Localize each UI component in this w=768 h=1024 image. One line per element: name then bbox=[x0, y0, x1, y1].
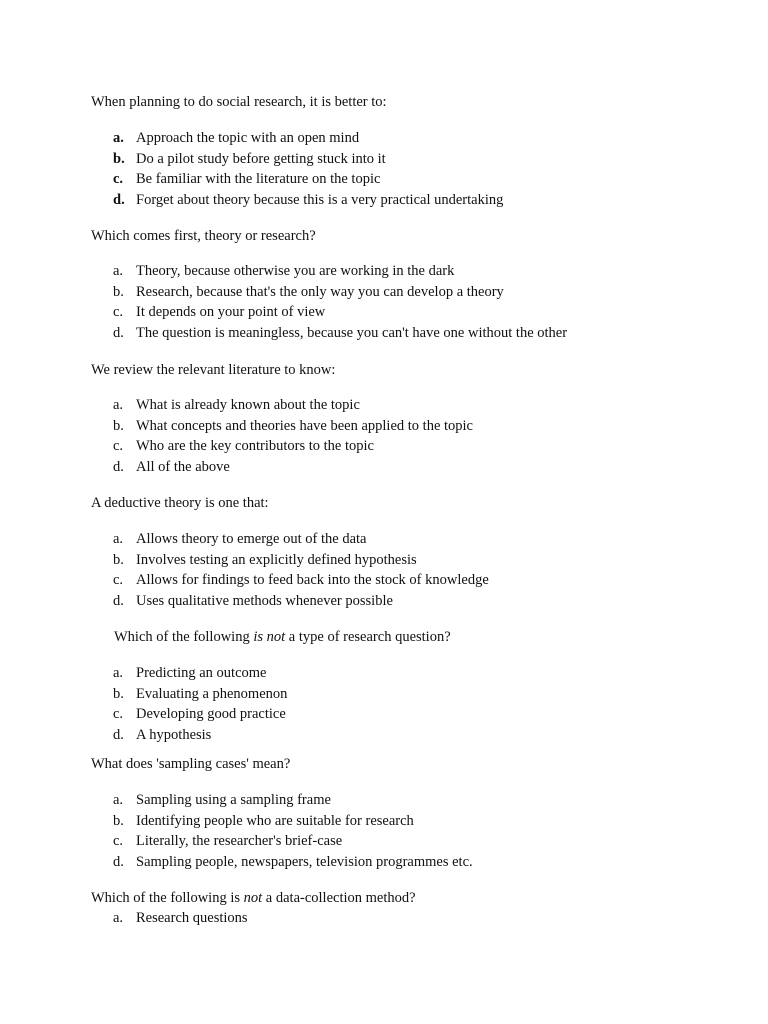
option-letter: d. bbox=[113, 726, 124, 743]
option-letter: c. bbox=[113, 304, 124, 321]
question-7-prompt bbox=[91, 888, 416, 909]
option-item bbox=[113, 790, 473, 811]
question-2-prompt: Which comes first, theory or research? bbox=[91, 228, 316, 244]
option-item bbox=[113, 395, 473, 416]
option-text: Who are the key contributors to the topic bbox=[136, 438, 374, 455]
option-item bbox=[113, 550, 489, 571]
option-letter: d. bbox=[113, 191, 125, 208]
option-text: Sampling people, newspapers, television programmes etc. bbox=[136, 853, 473, 870]
option-text: Theory, because otherwise you are working in the dark bbox=[136, 263, 455, 279]
option-item bbox=[113, 831, 473, 852]
option-letter: b. bbox=[113, 812, 124, 829]
question-6-prompt: What does 'sampling cases' mean? bbox=[91, 756, 291, 772]
option-letter: c. bbox=[113, 706, 124, 723]
option-letter: d. bbox=[113, 458, 124, 475]
option-letter: a. bbox=[113, 130, 124, 146]
option-letter: c. bbox=[113, 833, 124, 850]
question-3-options bbox=[113, 395, 473, 477]
option-text: Predicting an outcome bbox=[136, 665, 267, 681]
question-1-options bbox=[113, 128, 503, 210]
option-letter: d. bbox=[113, 853, 124, 870]
option-item bbox=[113, 323, 567, 344]
option-letter: a. bbox=[113, 910, 124, 926]
option-text: Evaluating a phenomenon bbox=[136, 685, 288, 702]
option-letter: b. bbox=[113, 283, 124, 300]
option-letter: b. bbox=[113, 685, 124, 702]
option-letter: c. bbox=[113, 572, 124, 589]
option-text: Sampling using a sampling frame bbox=[136, 792, 331, 808]
option-letter: b. bbox=[113, 417, 124, 434]
option-item bbox=[113, 169, 503, 190]
question-4-options bbox=[113, 529, 489, 611]
option-item bbox=[113, 436, 473, 457]
option-letter: c. bbox=[113, 171, 124, 188]
option-item bbox=[113, 128, 503, 149]
prompt-text: a data-collection method? bbox=[262, 890, 416, 906]
option-item bbox=[113, 684, 287, 705]
option-text: Involves testing an explicitly defined hypothesis bbox=[136, 551, 417, 568]
option-item bbox=[113, 149, 503, 170]
option-text: The question is meaningless, because you can't have one without the other bbox=[136, 324, 568, 341]
option-item bbox=[113, 416, 473, 437]
option-text: Do a pilot study before getting stuck into it bbox=[136, 150, 386, 167]
question-3-prompt: We review the relevant literature to know: bbox=[91, 362, 336, 378]
option-item bbox=[113, 261, 567, 282]
question-5-options bbox=[113, 663, 287, 745]
option-item bbox=[113, 591, 489, 612]
option-item bbox=[113, 704, 287, 725]
prompt-emphasis: not bbox=[243, 890, 263, 906]
option-item bbox=[113, 570, 489, 591]
option-text: Uses qualitative methods whenever possible bbox=[136, 592, 393, 609]
option-item bbox=[113, 529, 489, 550]
option-text: Literally, the researcher's brief-case bbox=[136, 833, 343, 850]
option-letter: a. bbox=[113, 263, 124, 279]
option-item bbox=[113, 457, 473, 478]
option-text: All of the above bbox=[136, 458, 230, 475]
option-item bbox=[113, 190, 503, 211]
option-letter: a. bbox=[113, 397, 124, 413]
option-letter: c. bbox=[113, 438, 124, 455]
question-5-prompt bbox=[114, 627, 451, 648]
option-letter: a. bbox=[113, 531, 124, 547]
option-text: What concepts and theories have been applied to the topic bbox=[136, 417, 473, 434]
option-text: Be familiar with the literature on the topic bbox=[136, 171, 381, 188]
option-text: A hypothesis bbox=[136, 726, 212, 743]
option-item bbox=[113, 852, 473, 873]
option-letter: d. bbox=[113, 592, 124, 609]
option-text: What is already known about the topic bbox=[136, 397, 360, 413]
option-text: Allows theory to emerge out of the data bbox=[136, 531, 367, 547]
option-letter: b. bbox=[113, 150, 125, 167]
option-text: Research, because that's the only way you can develop a theory bbox=[136, 283, 504, 300]
option-letter: a. bbox=[113, 665, 124, 681]
option-text: Developing good practice bbox=[136, 706, 286, 723]
prompt-text: Which of the following bbox=[114, 629, 254, 645]
option-text: Allows for findings to feed back into the stock of knowledge bbox=[136, 572, 489, 589]
option-text: Forget about theory because this is a very practical undertaking bbox=[136, 191, 504, 208]
option-text: It depends on your point of view bbox=[136, 304, 326, 321]
question-1-prompt: When planning to do social research, it is better to: bbox=[91, 94, 387, 110]
prompt-emphasis: is not bbox=[253, 629, 286, 645]
option-item bbox=[113, 725, 287, 746]
option-letter: a. bbox=[113, 792, 124, 808]
option-text: Research questions bbox=[136, 910, 248, 926]
question-7-options bbox=[113, 908, 248, 929]
option-text: Identifying people who are suitable for research bbox=[136, 812, 414, 829]
question-2-options bbox=[113, 261, 567, 343]
option-item bbox=[113, 811, 473, 832]
option-text: Approach the topic with an open mind bbox=[136, 130, 360, 146]
question-6-options bbox=[113, 790, 473, 872]
option-item bbox=[113, 663, 287, 684]
option-letter: d. bbox=[113, 324, 124, 341]
option-letter: b. bbox=[113, 551, 124, 568]
option-item bbox=[113, 908, 248, 929]
prompt-text: Which of the following is bbox=[91, 890, 244, 906]
prompt-text: a type of research question? bbox=[285, 629, 451, 645]
option-item bbox=[113, 302, 567, 323]
question-4-prompt: A deductive theory is one that: bbox=[91, 495, 269, 511]
option-item bbox=[113, 282, 567, 303]
